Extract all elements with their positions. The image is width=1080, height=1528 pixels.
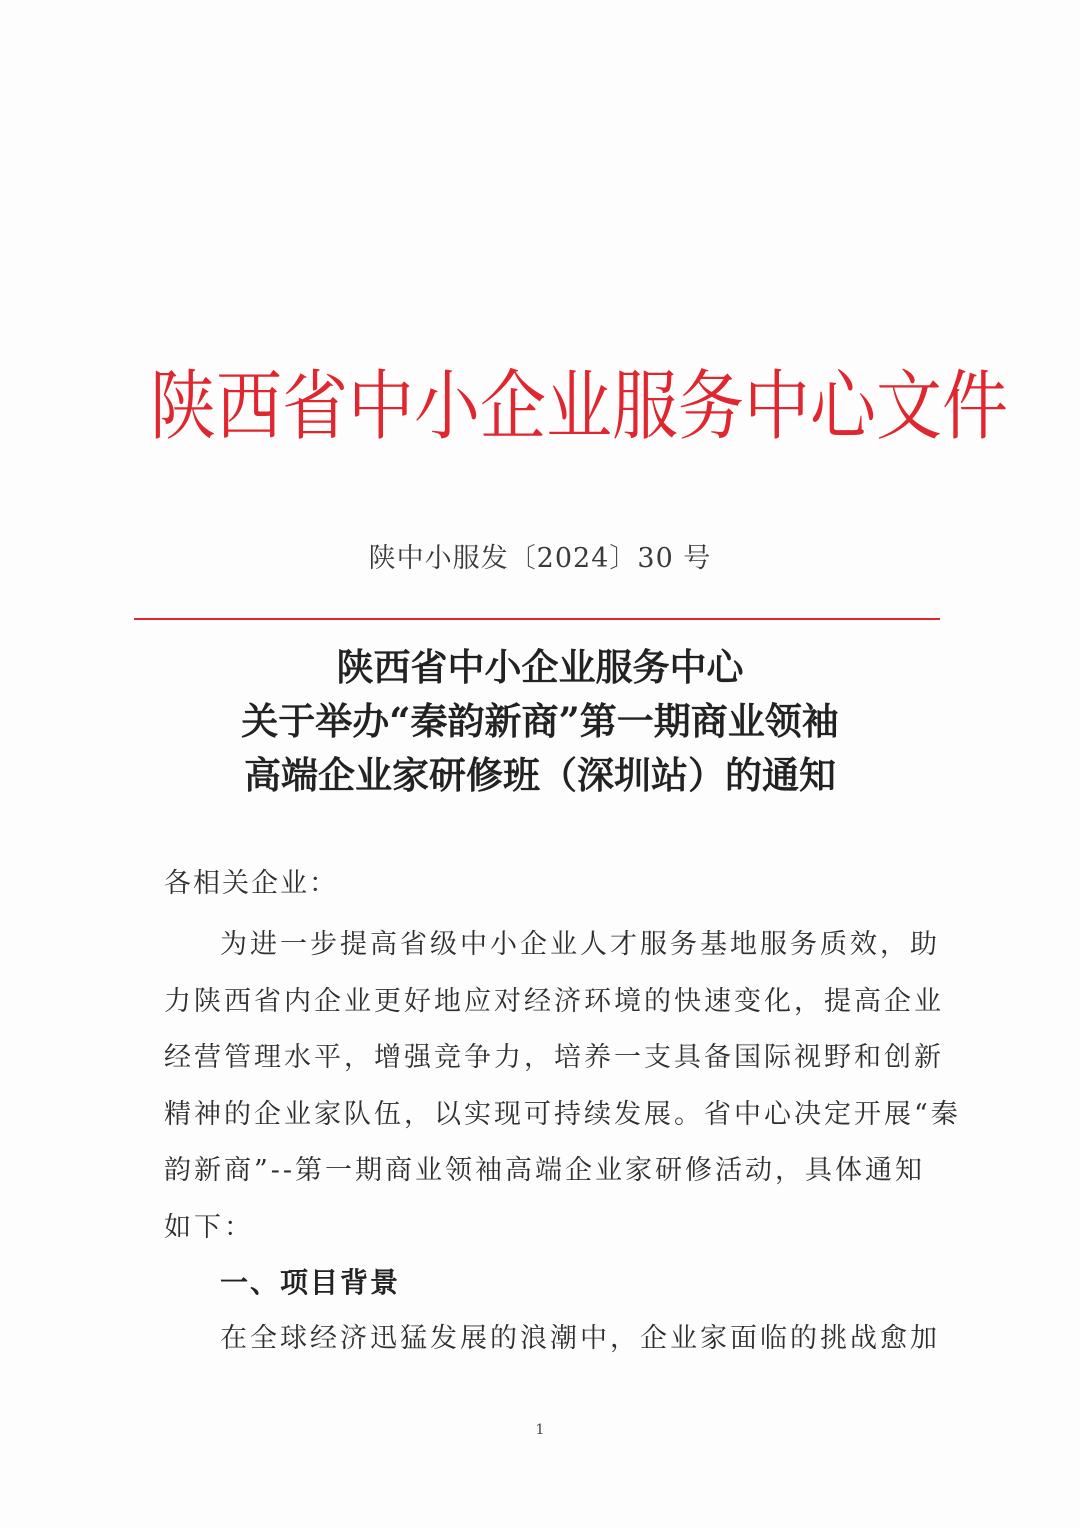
body-line: 如下： (164, 1211, 254, 1243)
notice-title (0, 640, 1080, 802)
masthead-title: 陕西省中小企业服务中心文件 (150, 362, 1008, 451)
document-number: 陕中小服发〔2024〕30 号 (368, 543, 712, 574)
body-line: 力陕西省内企业更好地应对经济环境的快速变化，提高企业 (164, 985, 944, 1017)
body-line: 韵新商”--第一期商业领袖高端企业家研修活动，具体通知 (164, 1155, 926, 1186)
title-line-3: 高端企业家研修班（深圳站）的通知 (244, 753, 836, 797)
title-line-2: 关于举办“秦韵新商”第一期商业领袖 (241, 699, 839, 743)
body-line: 经营管理水平，增强竞争力，培养一支具备国际视野和创新 (164, 1042, 944, 1073)
section-text: 在全球经济迅猛发展的浪潮中，企业家面临的挑战愈加 (220, 1323, 940, 1354)
red-divider-line (134, 618, 940, 620)
body-line: 精神的企业家队伍，以实现可持续发展。省中心决定开展“秦 (164, 1098, 961, 1130)
body-paragraph (164, 917, 961, 1256)
salutation: 各相关企业： (164, 868, 338, 899)
section-heading-background: 一、项目背景 (220, 1266, 401, 1299)
page-number: 1 (535, 1422, 545, 1438)
body-line: 为进一步提高省级中小企业人才服务基地服务质效，助 (220, 929, 940, 960)
title-line-1: 陕西省中小企业服务中心 (336, 645, 744, 689)
